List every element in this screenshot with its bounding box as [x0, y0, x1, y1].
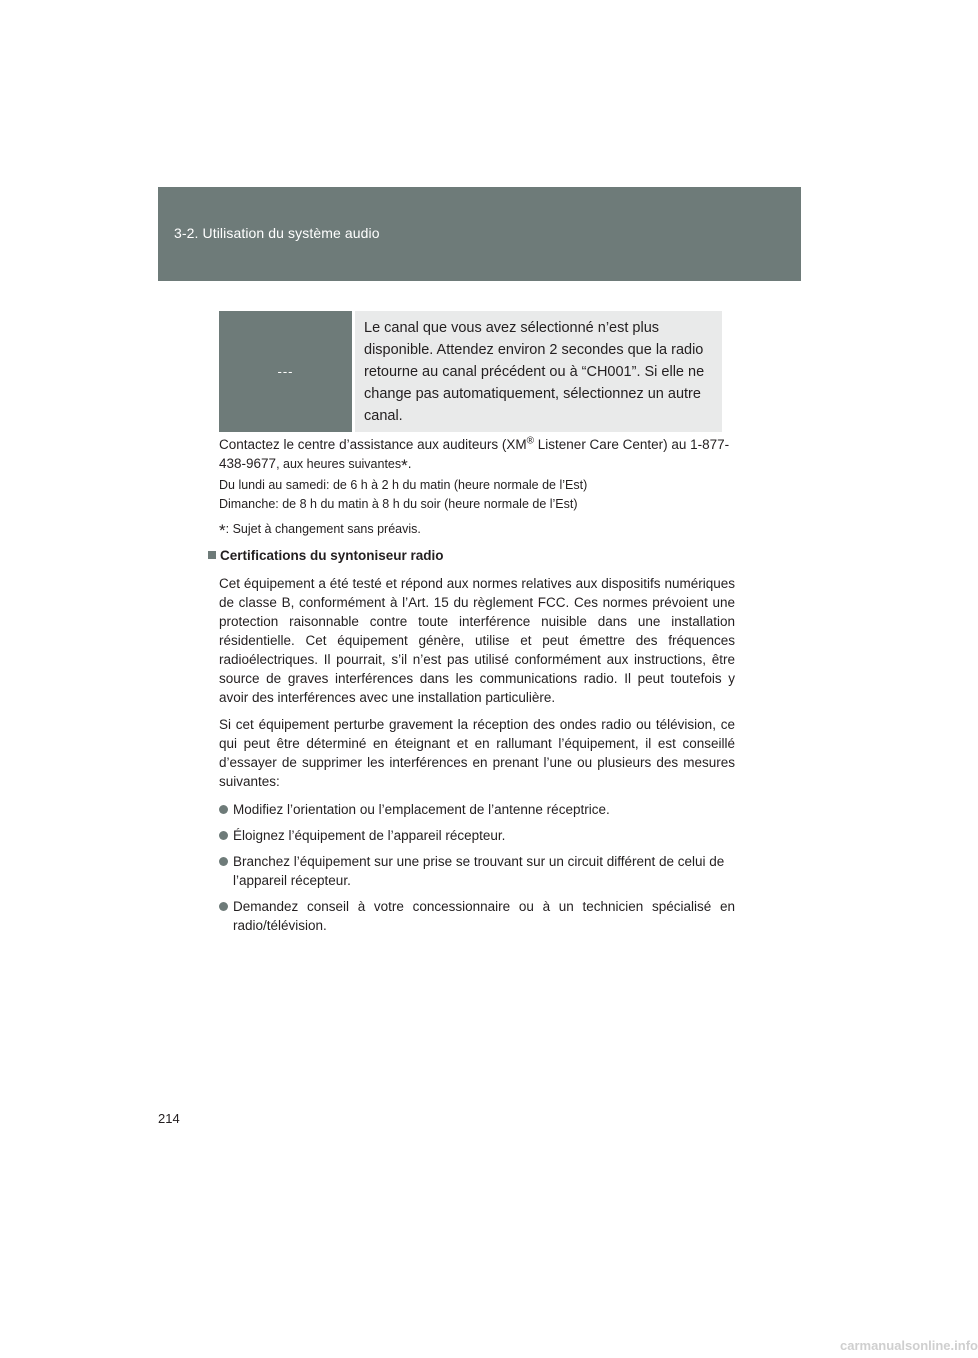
section-title: 3-2. Utilisation du système audio: [174, 225, 380, 241]
measure-text: Éloignez l’équipement de l’appareil récepteur.: [233, 828, 506, 843]
footnote-text: : Sujet à changement sans préavis.: [225, 522, 421, 536]
list-item: [219, 852, 735, 890]
contact-phone: Listener Care Center) au 1-877-438-9677: [219, 437, 730, 471]
message-code-cell: ---: [219, 311, 352, 432]
message-table: [219, 311, 722, 432]
contact-hours-intro: , aux heures suivantes: [276, 457, 402, 471]
contact-line-start: Contactez le centre d’assistance aux auditeurs (XM: [219, 437, 527, 452]
measure-text: Modifiez l’orientation ou l’emplacement de l’antenne réceptrice.: [233, 802, 610, 817]
footnote: [219, 520, 735, 539]
square-bullet-icon: [208, 551, 216, 559]
section-header-band: [158, 187, 801, 281]
circle-bullet-icon: [219, 805, 233, 814]
registered-mark: ®: [526, 435, 535, 447]
certification-heading: [208, 548, 444, 563]
measure-text: Branchez l’équipement sur une prise se trouvant sur un circuit différent de celui de l’appareil récepteur.: [233, 854, 725, 888]
contact-period: .: [407, 456, 412, 471]
page-number: 214: [158, 1111, 180, 1126]
contact-paragraph: [219, 435, 735, 474]
certification-heading-text: Certifications du syntoniseur radio: [220, 548, 444, 563]
circle-bullet-icon: [219, 857, 233, 866]
measure-text: Demandez conseil à votre concessionnaire ou à un technicien spécialisé en radio/télévision.: [233, 899, 735, 933]
message-description-cell: Le canal que vous avez sélectionné n’est plus disponible. Attendez environ 2 secondes que la radio retourne au canal précédent ou à “CH001”. Si elle ne change pas automatiquement, sélectionnez un autre canal.: [355, 311, 722, 432]
watermark: carmanualsonline.info: [840, 1338, 978, 1353]
list-item: [219, 826, 735, 845]
certification-paragraph-1: Cet équipement a été testé et répond aux normes relatives aux dispositifs numériques de classe B, conformément à l’Art. 15 du règlement FCC. Ces normes prévoient une protection raisonnable contre toute interférence nuisible dans une installation résidentielle. Cet équipement génère, utilise et peut émettre des fréquences radioélectriques. Il pourrait, s’il n’est pas utilisé conformément aux instructions, être source de graves interférences dans les communications radio. Il peut toutefois y avoir des interférences avec une installation particulière.: [219, 576, 735, 705]
circle-bullet-icon: [219, 831, 233, 840]
list-item: [219, 800, 735, 819]
footnote-asterisk-icon: *: [219, 521, 226, 540]
sunday-hours: Dimanche: de 8 h du matin à 8 h du soir (heure normale de l’Est): [219, 497, 578, 511]
circle-bullet-icon: [219, 902, 233, 911]
list-item: [219, 897, 735, 935]
certification-paragraph-2: Si cet équipement perturbe gravement la réception des ondes radio ou télévision, ce qui peut être déterminé en éteignant et en rallumant l’équipement, il est conseillé d’essayer de supprimer les interférences en prenant l’une ou plusieurs des mesures suivantes:: [219, 717, 735, 789]
weekday-hours: Du lundi au samedi: de 6 h à 2 h du matin (heure normale de l’Est): [219, 478, 588, 492]
asterisk-icon: *: [401, 456, 408, 475]
